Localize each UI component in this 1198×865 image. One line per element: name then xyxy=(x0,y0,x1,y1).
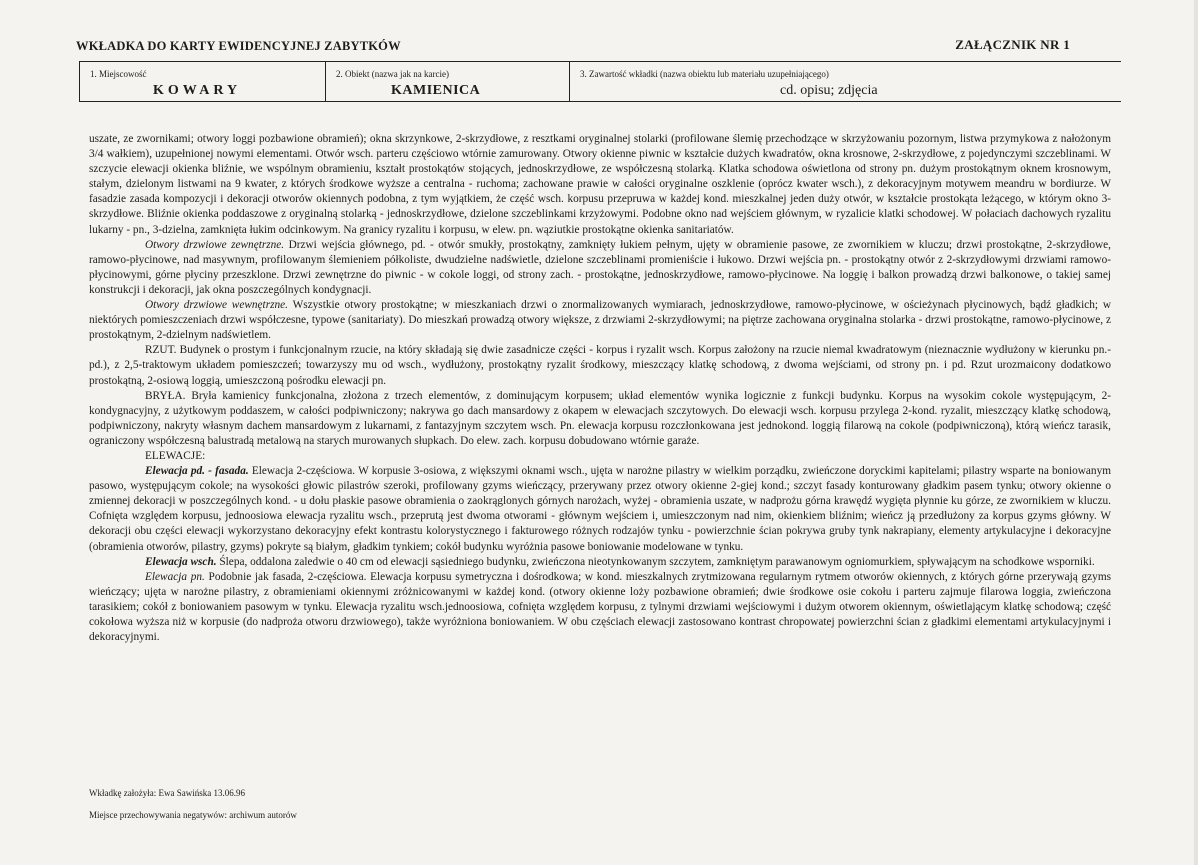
paragraph-elevations-heading: ELEWACJE: xyxy=(145,449,206,462)
paragraph-lead: Otwory drzwiowe zewnętrzne. xyxy=(145,238,285,251)
document-title: WKŁADKA DO KARTY EWIDENCYJNEJ ZABYTKÓW xyxy=(76,39,401,53)
paragraph-east-elevation xyxy=(89,555,1111,570)
locality-label: 1. Miejscowość xyxy=(90,69,147,79)
paragraph-south-elevation xyxy=(89,464,1111,555)
paragraph-massing: BRYŁA. Bryła kamienicy funkcjonalna, złożona z trzech elementów, z dominującym korpusem; układ elementów wynika logicznie z funkcji budynku. Korpus na wysokim cokole występującym, 2-kondygnacyjny, z użytkowym poddaszem, w całości podpiwniczony; nakrywa go dach mansardowy z okapem w elewacjach szczytowych. Do elewacji wsch. korpusu przylega 2-kond. ryzalit, mieszczący klatkę schodową, podpiwniczony, nakryty własnym dachem mansardowym z lukarnami, z fantazyjnym szczytem wsch. Pn. elewacja korpusu rozczłonkowana jest jednokond. loggią filarową na cokole (podpiwniczoną), którą wieńcz tarasik, ograniczony współczesną balustradą metalową na starych murowanych słupkach. Do elew. zach. korpusu dobudowano wtórnie garaże. xyxy=(89,389,1111,447)
content-value: cd. opisu; zdjęcia xyxy=(780,83,878,98)
locality-value: KOWARY xyxy=(153,83,242,98)
paragraph-north-elevation xyxy=(89,570,1111,645)
object-cell xyxy=(325,62,569,101)
object-label: 2. Obiekt (nazwa jak na karcie) xyxy=(336,69,449,79)
annex-number: ZAŁĄCZNIK NR 1 xyxy=(955,37,1070,52)
content-cell xyxy=(569,62,1121,101)
paragraph-lead: Elewacja pd. - fasada. xyxy=(145,465,249,478)
paragraph-interior-doors xyxy=(89,298,1111,343)
paragraph-text: Elewacja 2-częściowa. W korpusie 3-osiowa, z większymi oknami wsch., ujęta w narożne pilastry w wielkim porządku, zwieńczone doryckimi kapitelami; pilastry wsparte na boniowanym pasowo, występującym cokole; na wysokości głowic pilastrów szeroki, profilowany gzyms wieńczący, przerywany przez otwory okienne 2-giej kond.; szczyt fasady konturowany gładkim pasem tynku; otwory okienne o zmiennej dekoracji w poszczególnych kond. - u dołu płaskie pasowe obramienia o zaokrąglonych górnych narożach, wyżej - obramienia uszate, w nadprożu górna krawędź wygięta płynnie ku górze, ze zwornikiem w kluczu. Cofnięta względem korpusu, jednoosiowa elewacja ryzalitu wsch., przeprutą jest dwoma otworami - głównym wejściem i, umieszczonym nad nim, okienkiem bliźnim; wieńcz ją przedłużony za korpus gzyms główny. W dekoracji obu części elewacji wykorzystano dekoracyjny efekt kontrastu kolorystycznego i fakturowego różnych rodzajów tynku - powierzchnie ścian pokrywa gruby tynk nakrapiany, elementy artykulacyjne i dekoracyjne (obramienia otworów, pilastry, gzyms) pokryte są białym, gładkim tynkiem; cokół budynku wyróżnia pasowe boniowanie modelowane w tynku. xyxy=(89,465,1112,553)
description-body xyxy=(89,132,1111,645)
paragraph-text: Podobnie jak fasada, 2-częściowa. Elewacja korpusu symetryczna i dośrodkowa; w kond. mieszkalnych zrytmizowana regularnym rytmem otworów okiennych, z których górne przerywają gzyms wieńczący; ujęta w narożne pilastry, z obramieniami okiennymi zróżnicowanymi w każdej kond. (otwory okienne loży pozbawione obramień; dwie środkowe osie cokołu i parteru zajmuje filarowa loggia, zwieńczona tarasikiem; cokół z boniowaniem pasowym w tynku. Elewacja ryzalitu wsch.jednoosiowa, cofnięta względem korpusu, z tylnymi drzwiami wejściowymi i dużym otworem okiennym, oświetlającym klatkę schodową; część cokołowa wyższa niż w korpusie (do nadproża otworu drzwiowego), także wyróżniona boniowaniem. W obu częściach elewacji zastosowano kontrast chropowatej powierzchni ścian z gładkimi elementami artykulacyjnymi i dekoracyjnymi. xyxy=(89,570,1112,644)
content-label: 3. Zawartość wkładki (nazwa obiektu lub materiału uzupełniającego) xyxy=(580,69,829,79)
locality-cell xyxy=(79,62,325,101)
created-by-note: Wkładkę założyła: Ewa Sawińska 13.06.96 xyxy=(89,788,245,798)
paragraph-exterior-doors xyxy=(89,238,1111,298)
paragraph-plan: RZUT. Budynek o prostym i funkcjonalnym rzucie, na który składają się dwie zasadnicze części - korpus i ryzalit wsch. Korpus założony na rzucie niemal kwadratowym (nieznacznie wydłużony w kierunku pn.-pd.), z 2,5-traktowym układem pomieszczeń; towarzyszy mu od wsch., wydłużony, prostokątny ryzalit środkowy, mieszczący klatkę schodową, z dwoma wejściami, od strony pn. i pd. Rzut urozmaicony dodatkowo prostokątną, 2-osiową loggią, umieszczoną pośrodku elewacji pn. xyxy=(89,344,1111,387)
scan-edge xyxy=(1194,0,1198,865)
paragraph-lead: Otwory drzwiowe wewnętrzne. xyxy=(145,299,288,312)
paragraph-lead: Elewacja wsch. xyxy=(145,555,217,568)
paragraph-windows: uszate, ze zwornikami; otwory loggi pozbawione obramień); okna skrzynkowe, 2-skrzydłowe, z resztkami oryginalnej stolarki (profilowane ślemię przechodzące w skrzyżowaniu pozornym, listwa przymykowa z nałożonym 3/4 wałkiem), uzupełnionej nowymi elementami. Otwór wsch. parteru częściowo wtórnie zamurowany. Otwory okienne piwnic w kształcie dużych kwadratów, okna krosnowe, 2-skrzydłowe, z pojedynczymi szczeblinami. W szczycie elewacji okienka bliźnie, we wspólnym obramieniu, kształt prostokątów stojących, jednoskrzydłowe, ze współczesną stolarką. Klatka schodowa oświetlona od strony pn. dużym prostokątnym oknem krosnowym, stałym, dzielonym listwami na 9 kwater, z których środkowe wyższe a centralna - ruchoma; zachowane prawie w całości oryginalne oszklenie (oprócz kwater wsch.), z dekoracyjnym motywem meandru w bordiurze. W fasadzie zasada kompozycji i dekoracji otworów okiennych podobna, z tym wyjątkiem, że część wsch. korpusu przepruwa w każdej kond. mieszkalnej jeden duży otwór, w kształcie prostokąta leżącego, w którym okno 3-skrzydłowe. Bliźnie okienka poddaszowe z oryginalną stolarką - jednoskrzydłowe, dzielone szczeblinkami krzyżowymi. Podobne okno nad wejściem głównym, w ryzalicie klatki schodowej. W połaciach dachowych ryzalitu lukarny - pn., 3-dzielna, zamknięta łukim odcinkowym. Na granicy ryzalitu i korpusu, w elew. pn. wąziutkie prostokątne okienka sanitariatów. xyxy=(89,133,1111,236)
paragraph-text: Drzwi wejścia głównego, pd. - otwór smukły, prostokątny, zamknięty łukiem pełnym, ujęty w obramienie pasowe, ze zwornikiem w kluczu; drzwi prostokątne, 2-skrzydłowe, ramowo-płycinowe, nad masywnym, profilowanym ślemieniem półkoliste, dwudzielne nadświetle, dzielone szczeblinami promieniście i łukowo. Drzwi wejścia pn. - prostokątny otwór z 2-skrzydłowymi drzwiami ramowo-płycinowymi, górne płyciny przeszklone. Drzwi zewnętrzne do piwnic - w cokole loggi, od strony zach. - prostokątne, jednoskrzydłowe, ramowo-płycinowe. Na loggię i balkon prowadzą drzwi balkonowe, o takiej samej konstrukcji i dekoracji, jak okna poszczególnych kondygnacji. xyxy=(89,238,1111,296)
header-fields-table xyxy=(79,61,1121,102)
paragraph-lead: Elewacja pn. xyxy=(145,570,205,583)
paragraph-text: Ślepa, oddalona zaledwie o 40 cm od elewacji sąsiedniego budynku, zwieńczona nieotynkowanym szczytem, zamkniętym parawanowym ogniomurkiem, spływającym na schodkowe wsporniki. xyxy=(216,555,1095,568)
paragraph-text: Wszystkie otwory prostokątne; w mieszkaniach drzwi o znormalizowanych wymiarach, jednoskrzydłowe, ramowo-płycinowe, w ościeżynach płycinowych, bądź gładkich; w niektórych pomieszczeniach drzwi współczesne, typowe (sanitariaty). Do mieszkań prowadzą otwory większe, z drzwiami 2-skrzydłowymi; na piętrze zachowana oryginalna stolarka - drzwi prostokątne, ramowo-płycinowe, z prostokątnym, 2-dzielnym nadświetlem. xyxy=(89,299,1111,342)
object-value: KAMIENICA xyxy=(391,83,481,98)
negatives-location-note: Miejsce przechowywania negatywów: archiwum autorów xyxy=(89,810,297,820)
